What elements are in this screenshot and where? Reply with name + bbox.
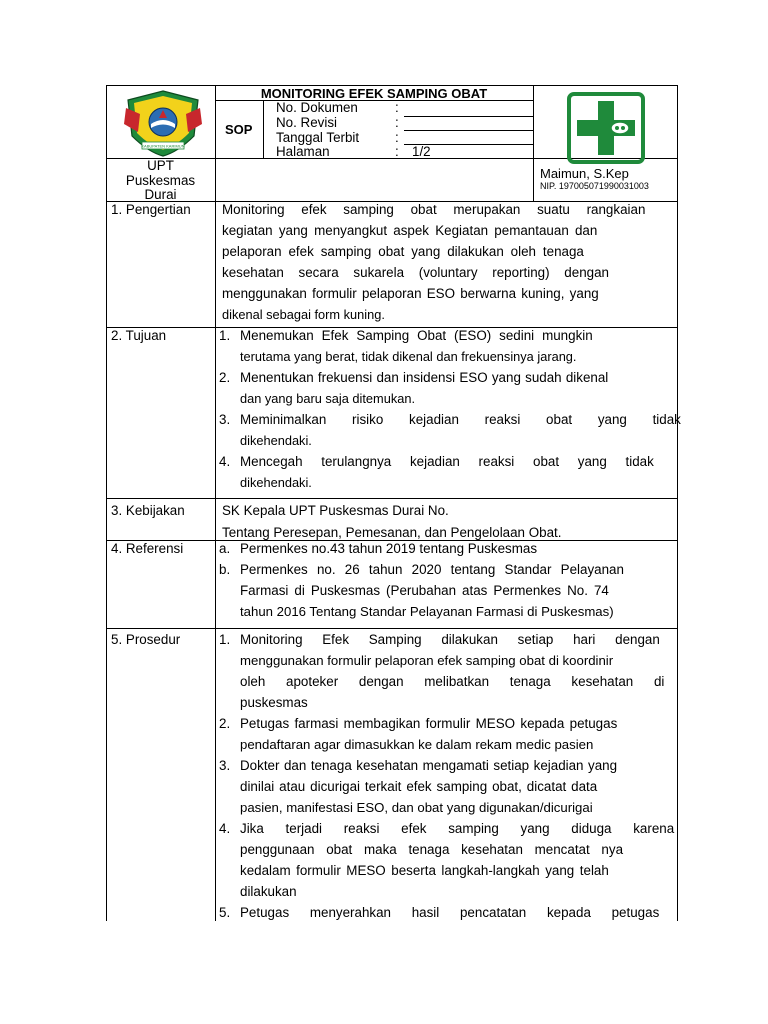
meta-sep-tanggal: : bbox=[395, 130, 399, 145]
referensi-b-line-2: Farmasi di Puskesmas (Perubahan atas Permenkes No. 74 bbox=[240, 583, 609, 598]
sop-divider bbox=[263, 100, 264, 158]
tujuan-1-line-2: terutama yang berat, tidak dikenal dan frekuensinya jarang. bbox=[240, 349, 577, 364]
page-title: MONITORING EFEK SAMPING OBAT bbox=[260, 86, 488, 101]
tujuan-num-3: 3. bbox=[219, 412, 231, 427]
tujuan-3-line-2: dikehendaki. bbox=[240, 433, 312, 448]
prosedur-num-4: 4. bbox=[219, 821, 231, 836]
tujuan-4-line-1: Mencegah terulangnya kejadian reaksi obat yang tidak bbox=[240, 454, 654, 469]
prosedur-num-2: 2. bbox=[219, 716, 231, 731]
prosedur-4-line-2: penggunaan obat maka tenaga kesehatan mencatat nya bbox=[240, 842, 624, 857]
prosedur-1-line-4: puskesmas bbox=[240, 695, 308, 710]
prosedur-num-5: 5. bbox=[219, 905, 231, 920]
tujuan-2-line-2: dan yang baru saja ditemukan. bbox=[240, 391, 416, 406]
section-label-prosedur: 5. Prosedur bbox=[111, 632, 181, 647]
referensi-num-a: a. bbox=[219, 541, 231, 556]
referensi-b-line-1: Permenkes no. 26 tahun 2020 tentang Standar Pelayanan bbox=[240, 562, 624, 577]
prosedur-2-line-2: pendaftaran agar dimasukkan ke dalam rekam medic pasien bbox=[240, 737, 594, 752]
referensi-num-b: b. bbox=[219, 562, 231, 577]
prosedur-3-line-2: dinilai atau dicurigai terkait efek samping obat, dicatat data bbox=[240, 779, 598, 794]
section-label-tujuan: 2. Tujuan bbox=[111, 328, 167, 343]
row-divider-3 bbox=[106, 498, 678, 499]
meta-label-tanggal: Tanggal Terbit bbox=[276, 130, 360, 145]
prosedur-3-line-3: pasien, manifestasi ESO, dan obat yang digunakan/dicurigai bbox=[240, 800, 593, 815]
tujuan-1-line-1: Menemukan Efek Samping Obat (ESO) sedini mungkin bbox=[240, 328, 593, 343]
prosedur-num-3: 3. bbox=[219, 758, 231, 773]
meta-label-dokumen: No. Dokumen bbox=[276, 100, 358, 115]
pengertian-line-1-text: Monitoring efek samping obat merupakan suatu rangkaian bbox=[222, 202, 646, 217]
meta-sep-dokumen: : bbox=[395, 100, 399, 115]
kebijakan-line-2: Tentang Peresepan, Pemesanan, dan Pengelolaan Obat. bbox=[222, 525, 562, 540]
prosedur-4-line-1: Jika terjadi reaksi efek samping yang diduga karena bbox=[240, 821, 675, 836]
col-divider-left bbox=[215, 85, 216, 921]
tujuan-num-4: 4. bbox=[219, 454, 231, 469]
tujuan-num-1: 1. bbox=[219, 328, 231, 343]
tujuan-2-line-1: Menentukan frekuensi dan insidensi ESO yang sudah dikenal bbox=[240, 370, 609, 385]
pengertian-line-1 bbox=[222, 202, 669, 218]
tujuan-num-2: 2. bbox=[219, 370, 231, 385]
meta-underline-2 bbox=[404, 130, 533, 131]
table-border-right bbox=[677, 85, 678, 921]
meta-sep-revisi: : bbox=[395, 115, 399, 130]
prosedur-2-line-1: Petugas farmasi membagikan formulir MESO kepada petugas bbox=[240, 716, 618, 731]
signer-name: Maimun, S.Kep bbox=[540, 166, 629, 181]
prosedur-4-line-3: kedalam formulir MESO beserta langkah-langkah yang telah bbox=[240, 863, 609, 878]
section-label-referensi: 4. Referensi bbox=[111, 541, 184, 556]
pengertian-line-3: pelaporan efek samping obat yang dilakukan oleh tenaga bbox=[222, 244, 584, 259]
meta-underline-1 bbox=[404, 116, 533, 117]
prosedur-1-line-1: Monitoring Efek Samping dilakukan setiap hari dengan bbox=[240, 632, 660, 647]
pengertian-line-6: dikenal sebagai form kuning. bbox=[222, 307, 385, 322]
section-label-kebijakan: 3. Kebijakan bbox=[111, 503, 185, 518]
regency-emblem-icon bbox=[118, 88, 208, 158]
section-label-pengertian: 1. Pengertian bbox=[111, 202, 191, 217]
pengertian-line-4: kesehatan secara sukarela (voluntary reporting) dengan bbox=[222, 265, 609, 280]
referensi-a-line-1: Permenkes no.43 tahun 2019 tentang Puskesmas bbox=[240, 541, 538, 556]
prosedur-1-line-3: oleh apoteker dengan melibatkan tenaga kesehatan di bbox=[240, 674, 665, 689]
org-line-3: Durai bbox=[144, 187, 177, 202]
meta-label-revisi: No. Revisi bbox=[276, 115, 338, 130]
logo-ribbon-text: KABUPATEN KARIMUN bbox=[141, 143, 185, 149]
meta-label-halaman: Halaman bbox=[276, 144, 330, 159]
prosedur-3-line-1: Dokter dan tenaga kesehatan mengamati setiap kejadian yang bbox=[240, 758, 618, 773]
meta-sep-halaman: : bbox=[395, 144, 399, 159]
row-divider-5 bbox=[106, 628, 678, 629]
tujuan-4-line-2: dikehendaki. bbox=[240, 475, 312, 490]
tujuan-3-line-1: Meminimalkan risiko kejadian reaksi obat yang tidak bbox=[240, 412, 681, 427]
org-line-1: UPT bbox=[147, 158, 174, 173]
prosedur-5-line-1: Petugas menyerahkan hasil pencatatan kepada petugas bbox=[240, 905, 660, 920]
puskesmas-logo-icon bbox=[567, 92, 645, 164]
signer-nip: NIP. 197005071990031003 bbox=[540, 181, 649, 191]
org-line-2: Puskesmas bbox=[125, 173, 196, 188]
table-border-left bbox=[106, 85, 107, 921]
meta-value-halaman: 1/2 bbox=[412, 144, 431, 159]
pengertian-line-5: menggunakan formulir pelaporan ESO berwarna kuning, yang bbox=[222, 286, 599, 301]
prosedur-num-1: 1. bbox=[219, 632, 231, 647]
sop-label: SOP bbox=[225, 122, 253, 137]
pengertian-line-2: kegiatan yang menyangkut aspek Kegiatan pemantauan dan bbox=[222, 223, 598, 238]
col-divider-right bbox=[533, 85, 534, 201]
prosedur-1-line-2: menggunakan formulir pelaporan efek samping obat di koordinir bbox=[240, 653, 614, 668]
prosedur-4-line-4: dilakukan bbox=[240, 884, 297, 899]
kebijakan-line-1: SK Kepala UPT Puskesmas Durai No. bbox=[222, 503, 449, 518]
referensi-b-line-3: tahun 2016 Tentang Standar Pelayanan Farmasi di Puskesmas) bbox=[240, 604, 614, 619]
